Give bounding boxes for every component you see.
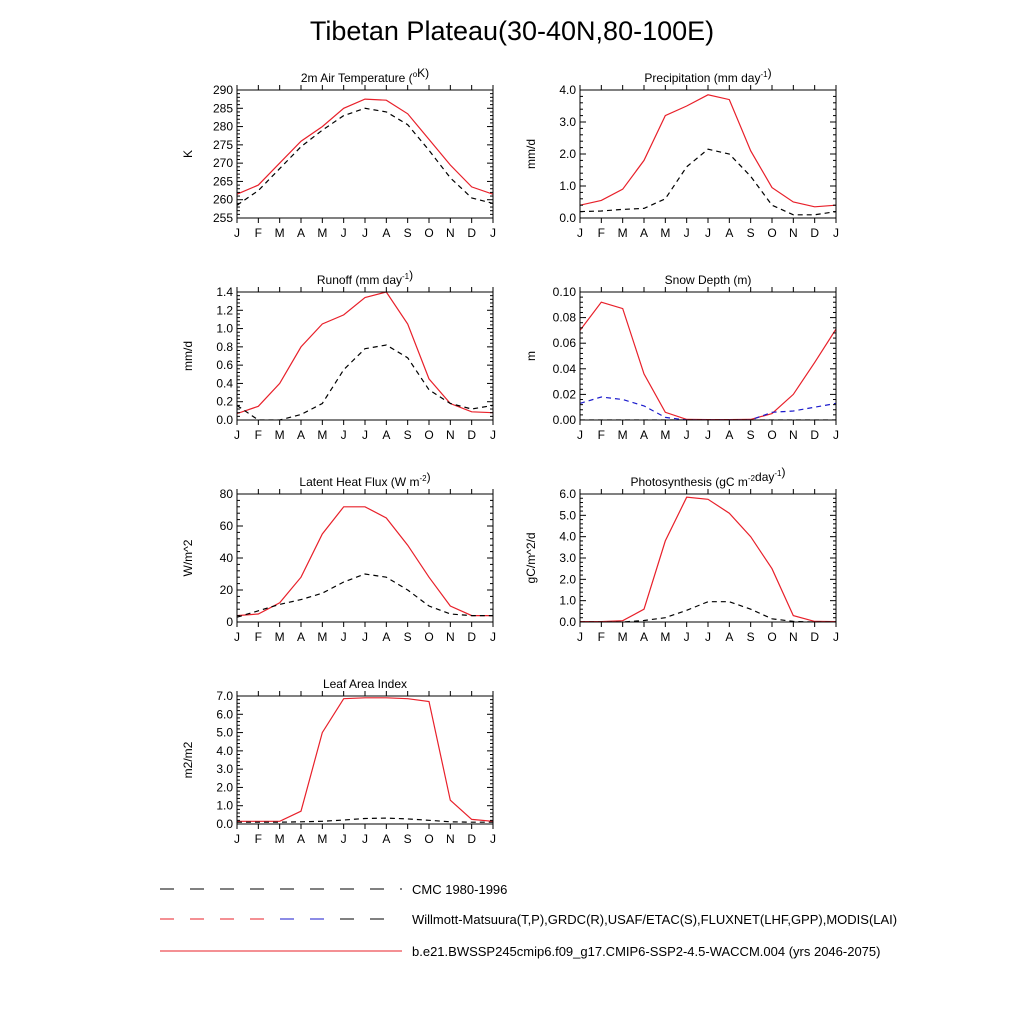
y-tick-label: 280: [212, 119, 233, 134]
title-superscript: -2: [747, 474, 756, 483]
x-tick-label: M: [660, 428, 671, 442]
series-line-model: [237, 507, 493, 616]
x-tick-label: J: [340, 226, 347, 240]
y-tick-label: 0: [226, 615, 233, 629]
y-tick-label: 260: [212, 192, 233, 207]
y-tick-label: 2.0: [559, 147, 576, 161]
x-tick-label: J: [490, 630, 496, 644]
x-tick-label: S: [746, 226, 755, 240]
y-tick-label: 6.0: [216, 707, 233, 722]
x-tick-label: S: [746, 630, 755, 644]
title-text: ): [426, 470, 431, 484]
x-tick-label: N: [445, 630, 455, 644]
series-line-model: [237, 292, 493, 414]
y-tick-label: 0.02: [552, 387, 576, 402]
x-tick-label: A: [296, 630, 306, 644]
title-superscript: -1: [402, 272, 410, 281]
x-tick-label: S: [403, 630, 412, 644]
chart-panel-2: [524, 66, 839, 240]
y-tick-label: 60: [219, 519, 233, 533]
series-line-model: [237, 99, 493, 194]
x-tick-label: J: [683, 226, 690, 240]
x-tick-label: J: [234, 226, 240, 240]
y-tick-label: 5.0: [216, 725, 233, 740]
x-tick-label: M: [317, 226, 328, 240]
y-tick-label: 1.0: [559, 593, 576, 608]
y-axis-label: gC/m^2/d: [524, 532, 538, 584]
x-tick-label: O: [767, 630, 777, 644]
x-tick-label: M: [274, 832, 285, 846]
series-line-model: [580, 497, 836, 621]
y-tick-label: 1.0: [216, 321, 233, 336]
x-tick-label: S: [403, 832, 412, 846]
x-tick-label: O: [424, 226, 434, 240]
x-tick-label: J: [234, 630, 240, 644]
series-line-cmc: [580, 149, 836, 215]
x-tick-label: J: [577, 226, 583, 240]
x-tick-label: F: [254, 832, 263, 846]
x-tick-label: J: [705, 428, 711, 442]
y-tick-label: 0.6: [216, 358, 233, 373]
y-tick-label: 1.4: [216, 285, 233, 299]
x-tick-label: J: [340, 428, 347, 442]
x-tick-label: A: [296, 832, 306, 846]
x-tick-label: N: [788, 226, 798, 240]
y-tick-label: 0.4: [216, 376, 233, 391]
legend-item: [160, 944, 880, 959]
chart-title: [644, 66, 771, 85]
chart-panel-3: [181, 268, 496, 442]
x-tick-label: J: [833, 630, 839, 644]
x-tick-label: A: [382, 630, 391, 644]
y-axis-label: W/m^2: [181, 539, 195, 577]
page-title: Tibetan Plateau(30-40N,80-100E): [309, 16, 715, 46]
y-tick-label: 3.0: [559, 551, 576, 565]
title-text: ): [767, 66, 772, 80]
chart-title: [323, 677, 407, 691]
chart-panel-5: [181, 470, 496, 644]
title-superscript: -1: [760, 70, 768, 79]
y-tick-label: 2.0: [559, 572, 576, 587]
x-tick-label: A: [725, 226, 734, 240]
title-text: Runoff (mm day: [316, 273, 403, 287]
y-tick-label: 0.2: [216, 394, 233, 409]
x-tick-label: A: [639, 630, 649, 644]
x-tick-label: D: [810, 226, 820, 240]
x-tick-label: D: [467, 630, 477, 644]
plot-frame: [580, 90, 836, 218]
x-tick-label: M: [274, 226, 285, 240]
x-tick-label: J: [577, 428, 583, 442]
legend-item: [160, 882, 507, 897]
x-tick-label: J: [234, 428, 240, 442]
y-tick-label: 0.10: [552, 285, 576, 299]
y-tick-label: 275: [212, 137, 233, 152]
title-superscript: -2: [419, 474, 427, 483]
title-text: ): [409, 268, 414, 282]
chart-panels: [181, 66, 839, 846]
x-tick-label: A: [296, 428, 306, 442]
series-line-model: [580, 302, 836, 419]
y-axis-label: m: [524, 351, 538, 361]
legend-label: Willmott-Matsuura(T,P),GRDC(R),USAF/ETAC(S),FLUXNET(LHF,GPP),MODIS(LAI): [412, 912, 898, 927]
plot-frame: [580, 292, 836, 420]
legend-label: b.e21.BWSSP245cmip6.f09_g17.CMIP6-SSP2-4.5-WACCM.004 (yrs 2046-2075): [412, 944, 881, 959]
y-tick-label: 0.06: [552, 336, 576, 351]
x-tick-label: N: [445, 832, 455, 846]
plot-frame: [237, 90, 493, 218]
y-tick-label: 1.0: [559, 179, 576, 193]
x-tick-label: J: [490, 428, 496, 442]
x-tick-label: D: [810, 428, 820, 442]
x-tick-label: N: [445, 226, 455, 240]
y-tick-label: 270: [212, 156, 233, 171]
x-tick-label: J: [683, 630, 690, 644]
y-tick-label: 0.04: [552, 361, 576, 376]
title-text: Photosynthesis (gC m: [630, 475, 748, 489]
x-tick-label: J: [340, 832, 347, 846]
series-line-cmc: [237, 108, 493, 205]
x-tick-label: A: [382, 832, 391, 846]
x-tick-label: A: [639, 428, 649, 442]
x-tick-label: J: [705, 630, 711, 644]
x-tick-label: O: [424, 428, 434, 442]
x-tick-label: J: [234, 832, 240, 846]
x-tick-label: S: [403, 226, 412, 240]
x-tick-label: J: [705, 226, 711, 240]
series-line-cmc: [580, 602, 836, 622]
x-tick-label: A: [296, 226, 306, 240]
y-tick-label: 3.0: [559, 115, 576, 129]
title-text: K): [417, 66, 430, 80]
x-tick-label: J: [833, 428, 839, 442]
chart-title: [317, 268, 413, 287]
x-tick-label: M: [617, 428, 628, 442]
x-tick-label: M: [317, 832, 328, 846]
x-tick-label: A: [639, 226, 649, 240]
x-tick-label: J: [362, 428, 368, 442]
title-superscript: o: [412, 70, 418, 79]
y-tick-label: 0.0: [559, 211, 576, 225]
chart-title: [631, 465, 786, 489]
title-text: 2m Air Temperature (: [300, 71, 413, 85]
series-line-model: [237, 698, 493, 822]
x-tick-label: M: [660, 226, 671, 240]
plot-frame: [580, 494, 836, 622]
x-tick-label: F: [597, 428, 606, 442]
x-tick-label: A: [382, 428, 391, 442]
y-tick-label: 1.2: [216, 303, 233, 318]
y-tick-label: 5.0: [559, 508, 576, 523]
title-text: Precipitation (mm day: [644, 71, 761, 85]
x-tick-label: O: [424, 832, 434, 846]
chart-panel-6: [524, 465, 839, 644]
x-tick-label: J: [833, 226, 839, 240]
x-tick-label: J: [362, 226, 368, 240]
x-tick-label: M: [617, 226, 628, 240]
y-tick-label: 285: [212, 101, 233, 116]
x-tick-label: O: [767, 226, 777, 240]
y-tick-label: 3.0: [216, 762, 233, 777]
title-superscript: -1: [774, 469, 782, 478]
x-tick-label: M: [317, 428, 328, 442]
chart-panel-4: [524, 273, 839, 442]
y-tick-label: 2.0: [216, 780, 233, 795]
y-tick-label: 4.0: [216, 743, 233, 758]
title-text: Leaf Area Index: [322, 677, 408, 691]
y-axis-label: m2/m2: [181, 741, 195, 779]
x-tick-label: F: [597, 630, 606, 644]
y-tick-label: 7.0: [216, 689, 233, 703]
title-text: Snow Depth (m): [664, 273, 752, 287]
x-tick-label: D: [810, 630, 820, 644]
x-tick-label: O: [424, 630, 434, 644]
x-tick-label: S: [746, 428, 755, 442]
y-tick-label: 0.0: [216, 413, 233, 427]
x-tick-label: J: [577, 630, 583, 644]
legend: [160, 882, 897, 959]
x-tick-label: F: [597, 226, 606, 240]
y-tick-label: 40: [219, 551, 233, 565]
y-tick-label: 1.0: [216, 798, 233, 813]
plot-frame: [237, 292, 493, 420]
series-line-cmc: [237, 345, 493, 420]
x-tick-label: D: [467, 428, 477, 442]
y-tick-label: 6.0: [559, 487, 576, 501]
x-tick-label: S: [403, 428, 412, 442]
x-tick-label: F: [254, 428, 263, 442]
chart-title: [665, 273, 752, 287]
x-tick-label: N: [788, 630, 798, 644]
x-tick-label: N: [445, 428, 455, 442]
x-tick-label: M: [660, 630, 671, 644]
y-tick-label: 265: [212, 174, 233, 189]
y-tick-label: 0.08: [552, 310, 576, 325]
series-line-model: [580, 95, 836, 207]
y-axis-label: mm/d: [181, 341, 195, 371]
y-tick-label: 20: [219, 583, 233, 597]
y-tick-label: 0.8: [216, 339, 233, 354]
y-tick-label: 0.0: [216, 817, 233, 831]
x-tick-label: A: [725, 428, 734, 442]
x-tick-label: J: [490, 832, 496, 846]
y-tick-label: 0.00: [552, 413, 576, 427]
x-tick-label: F: [254, 630, 263, 644]
x-tick-label: J: [490, 226, 496, 240]
x-tick-label: M: [274, 428, 285, 442]
x-tick-label: D: [467, 226, 477, 240]
y-tick-label: 0.0: [559, 615, 576, 629]
chart-panel-7: [181, 677, 496, 846]
x-tick-label: J: [362, 630, 368, 644]
series-line-cmc: [237, 574, 493, 617]
x-tick-label: M: [274, 630, 285, 644]
x-tick-label: A: [382, 226, 391, 240]
chart-title: [301, 66, 429, 85]
y-tick-label: 255: [212, 211, 233, 225]
chart-title: [299, 470, 430, 489]
x-tick-label: D: [467, 832, 477, 846]
series-line-obs: [580, 397, 836, 420]
x-tick-label: N: [788, 428, 798, 442]
y-axis-label: mm/d: [524, 139, 538, 169]
x-tick-label: J: [683, 428, 690, 442]
x-tick-label: A: [725, 630, 734, 644]
x-tick-label: J: [362, 832, 368, 846]
x-tick-label: F: [254, 226, 263, 240]
x-tick-label: M: [617, 630, 628, 644]
plot-frame: [237, 494, 493, 622]
x-tick-label: M: [317, 630, 328, 644]
y-tick-label: 290: [212, 83, 233, 97]
title-text: Latent Heat Flux (W m: [299, 475, 420, 489]
x-tick-label: J: [340, 630, 347, 644]
legend-item: [160, 912, 897, 927]
title-text: day: [755, 470, 775, 484]
title-text: ): [781, 465, 786, 479]
y-tick-label: 80: [219, 487, 233, 501]
y-axis-label: K: [181, 149, 195, 159]
y-tick-label: 4.0: [559, 529, 576, 544]
y-tick-label: 4.0: [559, 83, 576, 97]
x-tick-label: O: [767, 428, 777, 442]
legend-label: CMC 1980-1996: [412, 882, 508, 897]
chart-panel-1: [181, 66, 496, 240]
